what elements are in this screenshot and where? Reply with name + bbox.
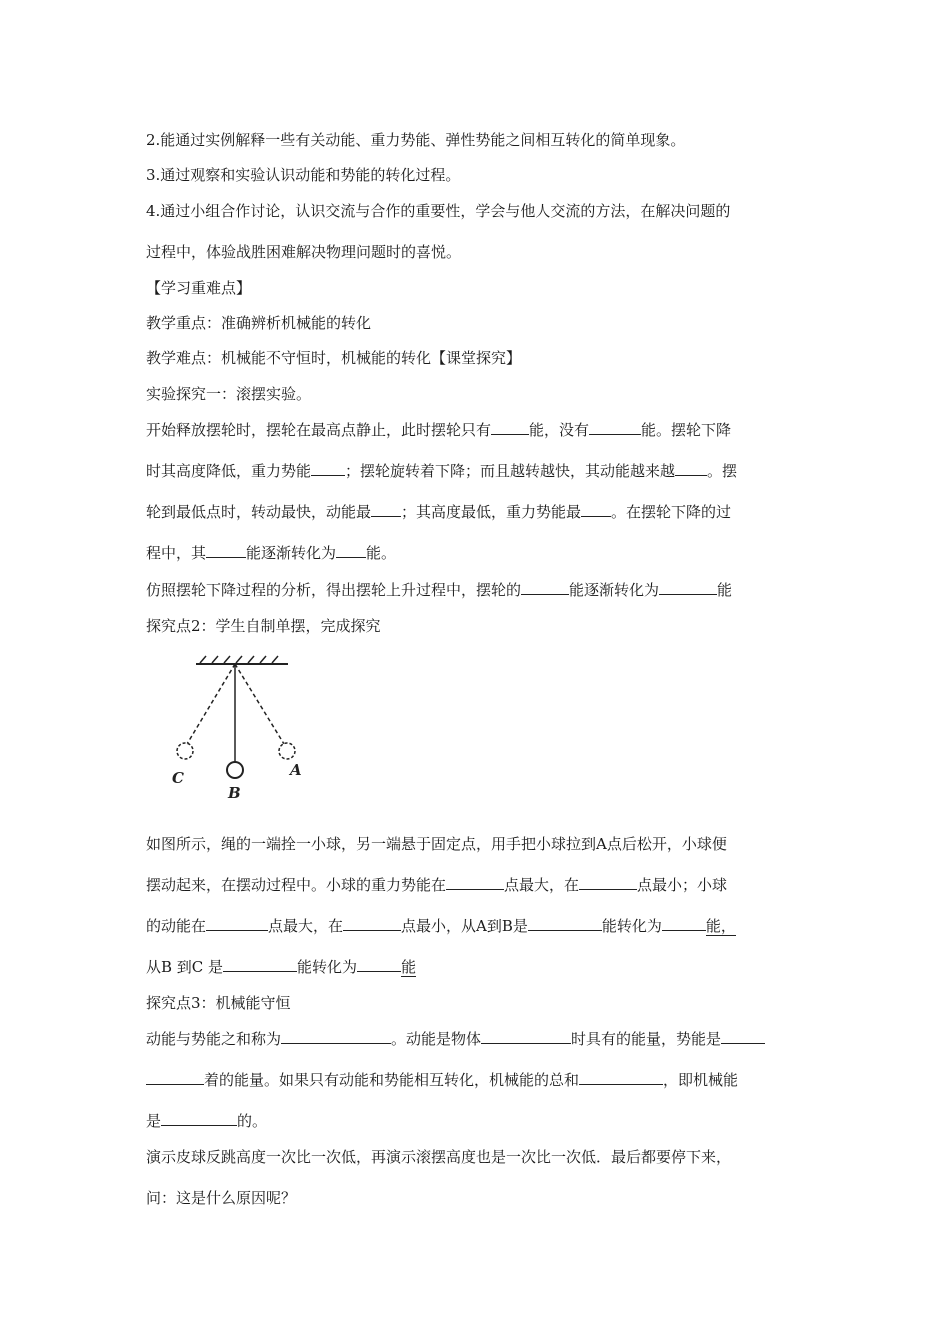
label-b: B <box>228 784 241 802</box>
paragraph-line: 仿照摆轮下降过程的分析，得出摆轮上升过程中，摆轮的 能逐渐转化为 能 <box>146 581 733 599</box>
exploration-2-title: 探究点2：学生自制单摆，完成探究 <box>146 617 381 635</box>
pendulum-diagram <box>160 652 310 802</box>
exploration-3-title: 探究点3：机械能守恒 <box>146 994 291 1012</box>
paragraph-line: 的动能在 点最大，在 点最小，从A到B是 能转化为 能， <box>146 917 736 935</box>
blank[interactable] <box>675 461 707 476</box>
blank[interactable] <box>161 1111 237 1126</box>
ball-a <box>279 743 295 759</box>
string-c <box>187 664 235 744</box>
pendulum-svg <box>160 652 310 802</box>
blank[interactable] <box>579 1070 663 1085</box>
paragraph-line: 轮到最低点时，转动最快，动能最 ；其高度最低，重力势能最 。在摆轮下降的过 <box>146 503 732 521</box>
label-c: C <box>172 769 184 787</box>
paragraph-line: 摆动起来，在摆动过程中。小球的重力势能在 点最大，在 点最小；小球 <box>146 876 728 894</box>
teaching-difficulty: 教学难点：机械能不守恒时，机械能的转化【课堂探究】 <box>146 349 522 367</box>
blank[interactable] <box>206 916 268 931</box>
blank[interactable] <box>371 502 401 517</box>
blank[interactable] <box>528 916 602 931</box>
blank[interactable] <box>491 420 529 435</box>
paragraph-line: 从B 到C 是 能转化为 能 <box>146 958 417 976</box>
blank[interactable] <box>579 875 637 890</box>
demo-description: 演示皮球反跳高度一次比一次低，再演示滚摆高度也是一次比一次低．最后都要停下来， <box>146 1148 732 1166</box>
ball-b <box>227 762 243 778</box>
blank[interactable] <box>336 543 366 558</box>
blank[interactable] <box>721 1029 765 1044</box>
blank[interactable] <box>206 543 246 558</box>
objective-2: 2.能通过实例解释一些有关动能、重力势能、弹性势能之间相互转化的简单现象。 <box>146 131 686 149</box>
blank[interactable] <box>343 916 401 931</box>
blank[interactable] <box>223 957 297 972</box>
blank[interactable] <box>446 875 504 890</box>
string-a <box>235 664 284 744</box>
blank[interactable] <box>146 1070 204 1085</box>
blank[interactable] <box>357 957 401 972</box>
section-heading-key-points: 【学习重难点】 <box>146 279 252 297</box>
paragraph-line: 是 的。 <box>146 1112 268 1130</box>
paragraph-line: 动能与势能之和称为 。动能是物体 时具有的能量，势能是 <box>146 1029 765 1049</box>
blank[interactable] <box>281 1029 391 1044</box>
blank[interactable] <box>311 461 345 476</box>
label-a: A <box>290 761 302 779</box>
paragraph-line: 程中，其 能逐渐转化为 能。 <box>146 544 397 562</box>
blank[interactable] <box>581 502 611 517</box>
paragraph-line: 开始释放摆轮时，摆轮在最高点静止，此时摆轮只有 能，没有 能。摆轮下降 <box>146 421 732 439</box>
ceiling-hatching <box>200 656 278 663</box>
paragraph-line: 时其高度降低，重力势能 ；摆轮旋转着下降；而且越转越快，其动能越来越 。摆 <box>146 462 738 480</box>
blank[interactable] <box>521 580 569 595</box>
demo-question: 问：这是什么原因呢？ <box>146 1189 297 1207</box>
blank[interactable] <box>659 580 717 595</box>
pendulum-description: 如图所示，绳的一端拴一小球，另一端悬于固定点，用手把小球拉到A点后松开，小球便 <box>146 835 727 853</box>
blank[interactable] <box>662 916 706 931</box>
ball-c <box>177 743 193 759</box>
blank[interactable] <box>589 420 641 435</box>
objective-4: 4.通过小组合作讨论，认识交流与合作的重要性，学会与他人交流的方法，在解决问题的 <box>146 202 731 220</box>
experiment-1-title: 实验探究一：滚摆实验。 <box>146 385 312 403</box>
blank[interactable] <box>481 1029 571 1044</box>
objective-4-cont: 过程中，体验战胜困难解决物理问题时的喜悦。 <box>146 243 462 261</box>
paragraph-line: 着的能量。如果只有动能和势能相互转化，机械能的总和 ，即机械能 <box>146 1070 738 1090</box>
objective-3: 3.通过观察和实验认识动能和势能的转化过程。 <box>146 166 461 184</box>
teaching-focus: 教学重点：准确辨析机械能的转化 <box>146 314 372 332</box>
